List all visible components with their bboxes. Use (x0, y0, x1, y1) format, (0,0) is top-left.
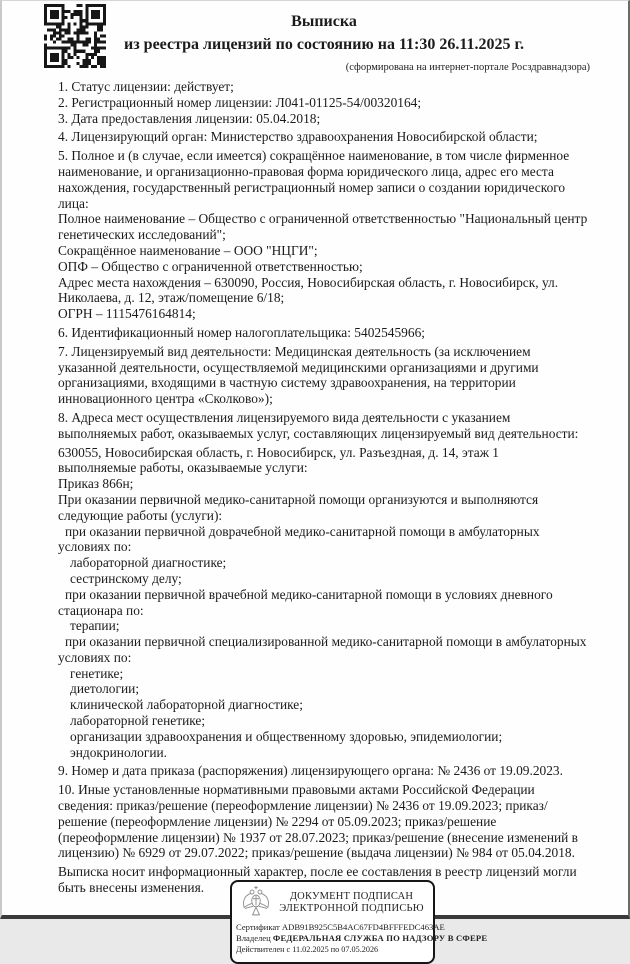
stamp-details (236, 921, 488, 955)
licensing-authority-line: 4. Лицензирующий орган: Министерство здравоохранения Новосибирской области; (58, 129, 538, 145)
legal-address-line: Адрес места нахождения – 630090, Россия, Новосибирская область, г. Новосибирск, ул. Николаева, д. 12, этаж/помещение 6/18; (58, 274, 559, 306)
stamp-title-line1: ДОКУМЕНТ ПОДПИСАН (289, 890, 414, 902)
stamp-title (274, 885, 429, 916)
ogrn-line: ОГРН – 1115476164814; (58, 306, 196, 322)
stamp-header (236, 885, 429, 921)
certificate-line (236, 921, 445, 933)
service-item: лабораторной диагностике; (70, 555, 227, 571)
order-number-line: 9. Номер и дата приказа (распоряжения) лицензирующего органа: № 2436 от 19.09.2023. (58, 763, 563, 779)
validity-line: Действителен с 11.02.2025 по 07.05.2026 (236, 944, 379, 954)
activity-addresses-heading: 8. Адреса мест осуществления лицензируемого вида деятельности с указанием выполняемых работ, оказываемых услуг, составляющих лицензируемый вид деятельности: (58, 409, 579, 441)
specialized-care-line: при оказании первичной специализированной медико-санитарной помощи в амбулаторных условиях по: (58, 634, 587, 665)
physician-care-line: при оказании первичной врачебной медико-санитарной помощи в условиях дневного стационара по: (58, 586, 553, 618)
document-body (2, 74, 628, 964)
entity-names-heading: 5. Полное и (в случае, если имеется) сокращённое наименование, в том числе фирменное наименование, и организационно-правовая форма юридического лица, адрес его места нахождения, государственный регистрационный номер записи о создании юридического лица: (58, 148, 570, 211)
service-item: эндокринологии. (70, 744, 168, 760)
inn-line: 6. Идентификационный номер налогоплательщика: 5402545966; (58, 324, 425, 340)
full-name-line: Полное наименование – Общество с ограниченной ответственностью "Национальный центр генетических исследований"; (58, 211, 588, 243)
coat-of-arms-icon (238, 885, 274, 921)
primary-care-intro: При оказании первичной медико-санитарной помощи организуются и выполняются следующие работы (услуги): (58, 491, 539, 523)
service-item: клинической лабораторной диагностике; (70, 697, 303, 713)
service-item: организации здравоохранения и общественному здоровью, эпидемиологии; (70, 728, 503, 744)
service-item: диетологии; (70, 681, 140, 697)
registration-number-line: 2. Регистрационный номер лицензии: Л041-01125-54/00320164; (58, 94, 422, 110)
informational-disclaimer: Выписка носит информационный характер, после ее составления в реестр лицензий могли быть внесены изменения. (58, 864, 577, 896)
activity-address-line: 630055, Новосибирская область, г. Новосибирск, ул. Разъездная, д. 14, этаж 1 (58, 444, 499, 460)
order-866n-line: Приказ 866н; (58, 476, 134, 492)
works-services-label: выполняемые работы, оказываемые услуги: (58, 460, 308, 476)
service-item: лабораторной генетике; (70, 713, 206, 729)
qr-code-icon (44, 4, 106, 68)
service-item: генетике; (70, 665, 124, 681)
certificate-label: Сертификат (236, 921, 280, 932)
license-status-line: 1. Статус лицензии: действует; (58, 79, 234, 94)
pre-medical-care-line: при оказании первичной доврачебной медико-санитарной помощи в амбулаторных условиях по: (58, 523, 540, 555)
stamp-title-line2: ЭЛЕКТРОННОЙ ПОДПИСЬЮ (279, 903, 424, 915)
generated-note: (сформирована на интернет-портале Росздравнадзора) (345, 62, 590, 73)
service-item: сестринскому делу; (70, 570, 182, 586)
service-item: терапии; (70, 618, 120, 634)
legal-form-line: ОПФ – Общество с ограниченной ответственностью; (58, 258, 363, 274)
owner-line (236, 932, 488, 944)
short-name-line: Сокращённое наименование – ООО "НЦГИ"; (58, 242, 318, 258)
owner-label: Владелец (236, 932, 271, 943)
document-subtitle: из реестра лицензий по состоянию на 11:30 26.11.2025 г. (124, 36, 524, 53)
certificate-value: ADB91B925C5B4AC67FD4BFFFEDC463AE (281, 921, 445, 932)
owner-value: ФЕДЕРАЛЬНАЯ СЛУЖБА ПО НАДЗОРУ В СФЕРЕ (272, 932, 488, 943)
electronic-signature-stamp (230, 880, 488, 964)
grant-date-line: 3. Дата предоставления лицензии: 05.04.2018; (58, 110, 321, 126)
document-title: Выписка (291, 13, 357, 30)
other-regulatory-info: 10. Иные установленные нормативными правовыми актами Российской Федерации сведения: приказ/решение (переоформление лицензии) № 2436 от 19.09.2023; приказ/решение (переоформление лицензии) № 2294 от 05.09.2023; приказ/решение (переоформление лицензии) № 1937 от 28.07.2023; приказ/решение (внесение изменений в лицензию) № 6929 от 29.07.2022; приказ/решение (выдача лицензии) № 984 от 05.04.2018. (58, 782, 578, 861)
licensed-activity-line: 7. Лицензируемый вид деятельности: Медицинская деятельность (за исключением указанной деятельности, осуществляемой медицинскими организациями и другими организациями, входящими в частную систему здравоохранения, на территории инновационного центра «Сколково»); (58, 343, 539, 407)
